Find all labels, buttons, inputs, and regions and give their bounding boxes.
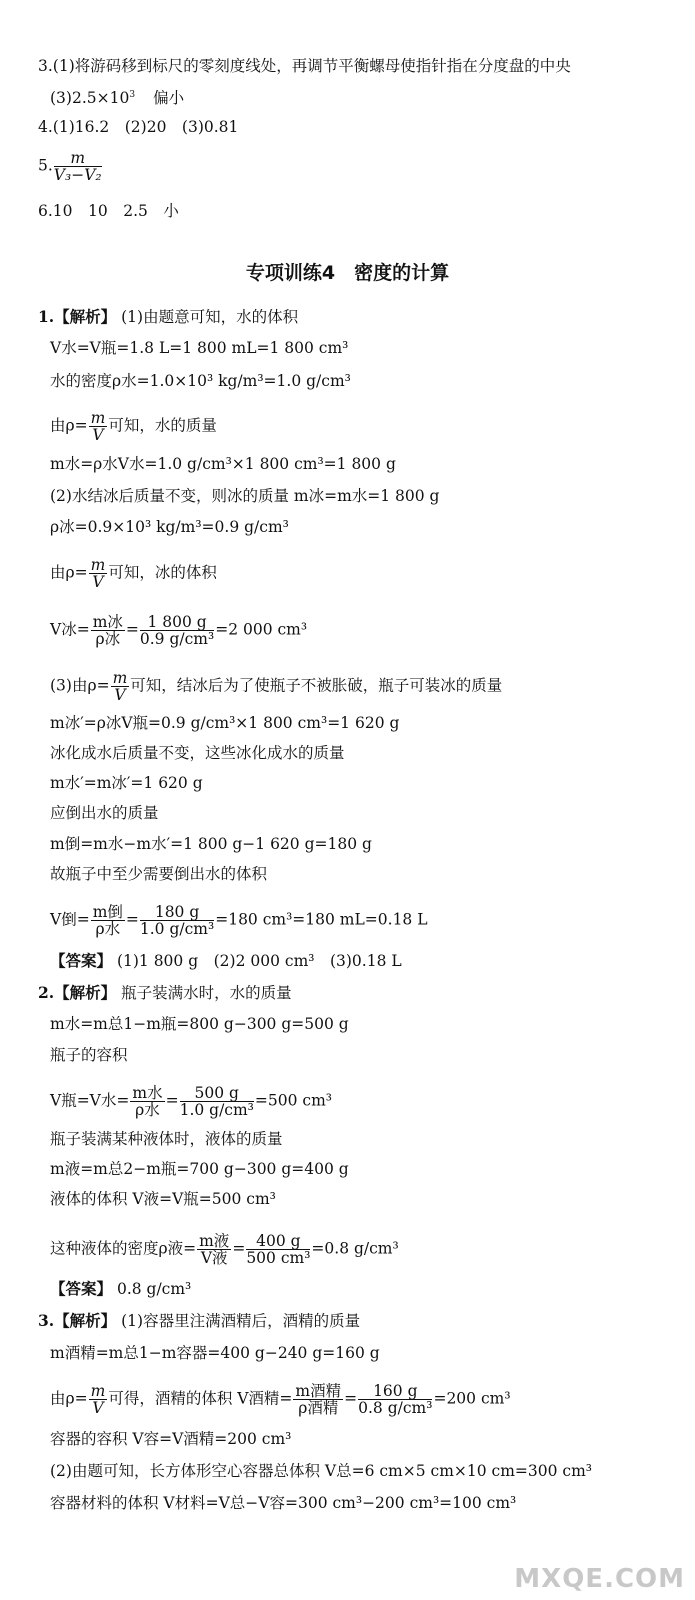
p3-line: 容器的容积 V容=V酒精=200 cm³ [50, 1430, 292, 1448]
problem-1-label-line: 1.【解析】 (1)由题意可知，水的体积 [38, 307, 299, 326]
watermark: MXQE.COM [514, 1564, 685, 1594]
p1-line: V冰= $\frac{\text{m冰}}{\text{ρ冰}}$ = $\frac{1 800 g}{\text{0.9 g/cm³}}$ =2 000 cm³ [50, 613, 308, 648]
p2-line: 液体的体积 V液=V瓶=500 cm³ [50, 1190, 276, 1208]
p1-line: V倒= $\frac{\text{m倒}}{\text{ρ水}}$ = $\frac{180 g}{\text{1.0 g/cm³}}$ =180 cm³=180 mL=0.18 L [50, 903, 428, 938]
p1-line: m水′=m冰′=1 620 g [50, 774, 203, 792]
p3-line: 容器材料的体积 V材料=V总−V容=300 cm³−200 cm³=100 cm³ [50, 1494, 517, 1512]
p2-line: m液=m总2−m瓶=700 g−300 g=400 g [50, 1160, 349, 1178]
p1-line: 由ρ= $\frac{m}{V}$ 可知，冰的体积 [50, 556, 217, 591]
p1-line: 由ρ= $\frac{m}{V}$ 可知，水的质量 [50, 409, 217, 444]
p1-line: 冰化成水后质量不变，这些冰化成水的质量 [50, 744, 345, 762]
answer-5: 5. $\frac{m}{\text{V₃−V₂}}$ [38, 149, 102, 184]
p2-line: V瓶=V水= $\frac{\text{m水}}{\text{ρ水}}$ = $\frac{500 g}{\text{1.0 g/cm³}}$ =500 cm³ [50, 1084, 332, 1119]
answer-6: 6.10 10 2.5 小 [38, 202, 179, 220]
problem-2-label-line: 2.【解析】 瓶子装满水时，水的质量 [38, 983, 292, 1002]
p2-line: 瓶子的容积 [50, 1046, 128, 1064]
p1-line: V水=V瓶=1.8 L=1 800 mL=1 800 cm³ [50, 339, 349, 357]
p1-line: (3)由ρ= $\frac{m}{V}$ 可知，结冰后为了使瓶子不被胀破，瓶子可装冰的质量 [50, 669, 503, 704]
section-title: 专项训练4 密度的计算 [245, 262, 450, 284]
p1-answer: 【答案】 (1)1 800 g (2)2 000 cm³ (3)0.18 L [50, 951, 402, 970]
p3-line: (2)由题可知，长方体形空心容器总体积 V总=6 cm×5 cm×10 cm=300 cm³ [50, 1462, 592, 1480]
p2-line: 这种液体的密度ρ液= $\frac{\text{m液}}{\text{V液}}$ = $\frac{400 g}{\text{500 cm³}}$ =0.8 g/cm³ [50, 1232, 399, 1267]
p1-line: (2)水结冰后质量不变，则冰的质量 m冰=m水=1 800 g [50, 487, 440, 505]
p1-line: m水=ρ水V水=1.0 g/cm³×1 800 cm³=1 800 g [50, 455, 396, 473]
p1-line: 故瓶子中至少需要倒出水的体积 [50, 865, 268, 883]
p2-line: 瓶子装满某种液体时，液体的质量 [50, 1130, 283, 1148]
problem-3-label-line: 3.【解析】 (1)容器里注满酒精后，酒精的质量 [38, 1311, 361, 1330]
p1-line: 水的密度ρ水=1.0×10³ kg/m³=1.0 g/cm³ [50, 372, 351, 390]
p1-line: m冰′=ρ冰V瓶=0.9 g/cm³×1 800 cm³=1 620 g [50, 714, 400, 732]
p2-line: m水=m总1−m瓶=800 g−300 g=500 g [50, 1015, 349, 1033]
p3-line: 由ρ= $\frac{m}{V}$ 可得，酒精的体积 V酒精= $\frac{\text{m酒精}}{\text{ρ酒精}}$ = $\frac{160 g}{\text{0.8 g/cm³}}$ =200 cm³ [50, 1382, 511, 1417]
p3-line: m酒精=m总1−m容器=400 g−240 g=160 g [50, 1344, 380, 1362]
answer-3-line1: 3.(1)将游码移到标尺的零刻度线处，再调节平衡螺母使指针指在分度盘的中央 [38, 57, 571, 75]
p1-line: ρ冰=0.9×10³ kg/m³=0.9 g/cm³ [50, 518, 289, 536]
p2-answer: 【答案】 0.8 g/cm³ [50, 1279, 192, 1298]
p1-line: m倒=m水−m水′=1 800 g−1 620 g=180 g [50, 835, 372, 853]
answer-3-line2: $(3)2.5\times 10^3$ 偏小 [50, 89, 185, 107]
answer-4: 4.(1)16.2 (2)20 (3)0.81 [38, 118, 239, 136]
p1-line: 应倒出水的质量 [50, 804, 159, 822]
